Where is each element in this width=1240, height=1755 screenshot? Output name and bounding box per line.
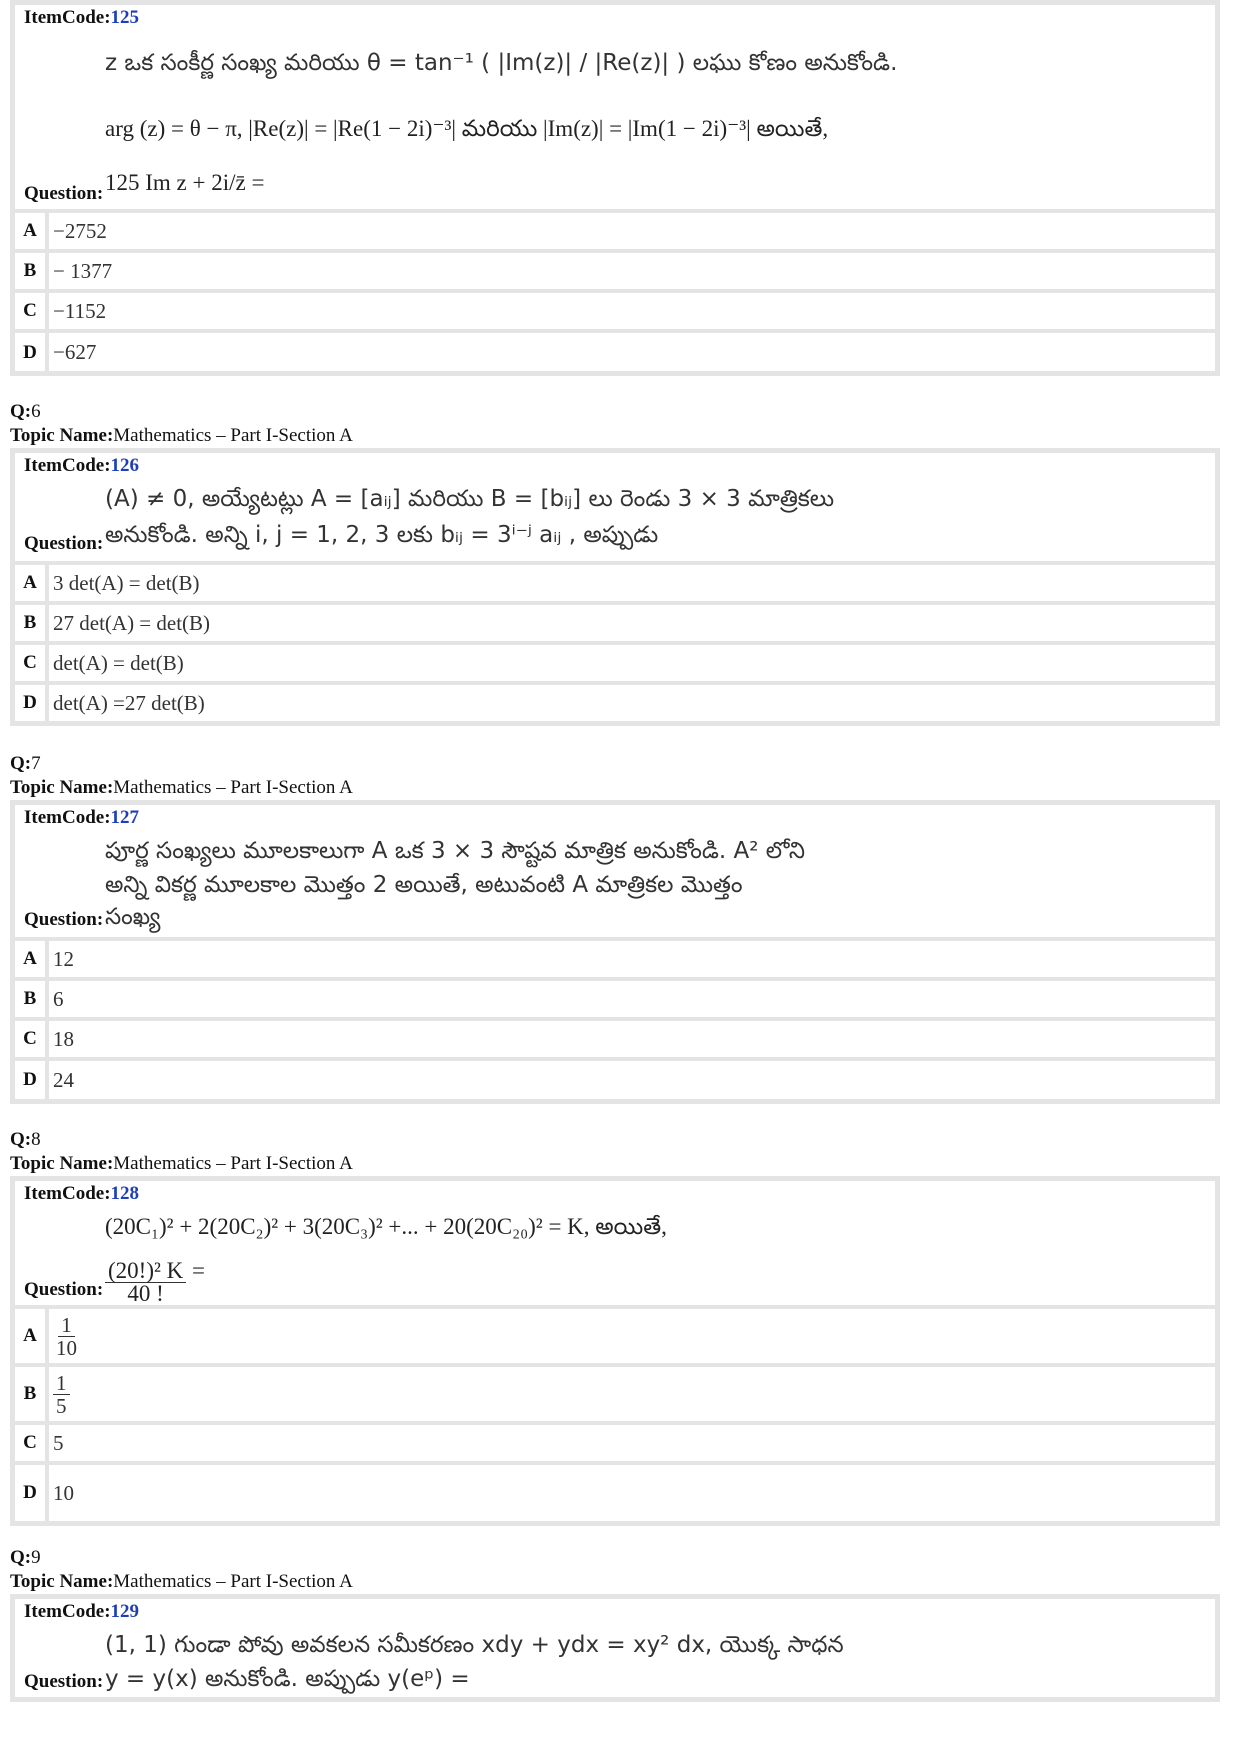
question-fraction: $\frac{\text{(20!)² K}}{40 !}$ = <box>105 1253 205 1305</box>
option-c[interactable] <box>15 289 1215 329</box>
question-line: (20C₁)² + 2(20C₂)² + 3(20C₃)² +... + 20(20C₂₀)² = K, అయితే, <box>105 1214 667 1239</box>
option-value: 5 <box>53 1430 64 1455</box>
question-line: y = y(x) అనుకోండి. అప్పుడు y(eᵖ) = <box>105 1666 470 1692</box>
question-card-128 <box>10 1176 1220 1526</box>
question-label: Question: <box>24 183 104 204</box>
option-value: $\frac{1}{10}$ <box>56 1312 77 1360</box>
question-line: అన్ని వికర్ణ మూలకాల మొత్తం 2 అయితే, అటువంటి A మాత్రికల మొత్తం <box>105 872 743 898</box>
option-b[interactable] <box>15 249 1215 289</box>
topic-name: Topic Name:Mathematics – Part I-Section A <box>10 777 353 798</box>
option-value: −2752 <box>53 218 107 243</box>
question-line: (1, 1) గుండా పోవు అవకలన సమీకరణం xdy + ydx = xy² dx, యొక్క సాధన <box>105 1632 844 1658</box>
option-letter: B <box>15 605 49 641</box>
option-b[interactable] <box>15 977 1215 1017</box>
option-c[interactable] <box>15 1017 1215 1057</box>
topic-name: Topic Name:Mathematics – Part I-Section A <box>10 1571 353 1592</box>
option-value: −627 <box>53 340 97 364</box>
option-letter: A <box>15 565 49 601</box>
option-letter: A <box>15 941 49 977</box>
item-code: ItemCode:125 <box>24 7 140 28</box>
question-card-127 <box>10 800 1220 1104</box>
option-a[interactable] <box>15 1305 1215 1363</box>
option-letter: D <box>15 1465 49 1521</box>
option-d[interactable] <box>15 681 1215 721</box>
question-label: Question: <box>24 1279 104 1300</box>
question-card-129 <box>10 1594 1220 1702</box>
option-value: 6 <box>53 986 64 1011</box>
question-number: Q:8 <box>10 1129 41 1150</box>
option-value: 27 det(A) = det(B) <box>53 610 211 635</box>
option-d[interactable] <box>15 1461 1215 1521</box>
question-line: పూర్ణ సంఖ్యలు మూలకాలుగా A ఒక 3 × 3 సౌష్టవ మాత్రిక అనుకోండి. A² లోని <box>105 838 806 864</box>
option-a[interactable] <box>15 561 1215 601</box>
option-letter: B <box>15 981 49 1017</box>
option-value: $\frac{1}{5}$ <box>53 1367 70 1421</box>
option-b[interactable] <box>15 1363 1215 1421</box>
topic-name: Topic Name:Mathematics – Part I-Section A <box>10 425 353 446</box>
option-c[interactable] <box>15 641 1215 681</box>
option-letter: A <box>15 1309 49 1363</box>
topic-name: Topic Name:Mathematics – Part I-Section A <box>10 1153 353 1174</box>
option-value: 3 det(A) = det(B) <box>53 570 200 595</box>
option-letter: A <box>15 213 49 249</box>
option-value: 12 <box>53 946 74 971</box>
option-letter: C <box>15 1021 49 1057</box>
option-letter: C <box>15 1425 49 1461</box>
option-letter: C <box>15 645 49 681</box>
item-code: ItemCode:128 <box>24 1183 140 1204</box>
option-value: − 1377 <box>53 258 113 283</box>
option-a[interactable] <box>15 937 1215 977</box>
option-value: 10 <box>53 1480 74 1505</box>
question-line: అనుకోండి. అన్ని i, j = 1, 2, 3 లకు bᵢⱼ = 3ⁱ⁻ʲ aᵢⱼ , అప్పుడు <box>105 522 659 548</box>
item-code: ItemCode:129 <box>24 1601 140 1622</box>
option-letter: B <box>15 253 49 289</box>
option-letter: D <box>15 333 49 372</box>
option-value: det(A) =27 det(B) <box>53 690 205 715</box>
question-label: Question: <box>24 1671 104 1692</box>
option-a[interactable] <box>15 209 1215 249</box>
option-c[interactable] <box>15 1421 1215 1461</box>
question-number: Q:7 <box>10 753 41 774</box>
question-line: సంఖ్య <box>105 904 161 930</box>
question-number: Q:6 <box>10 401 41 422</box>
option-value: det(A) = det(B) <box>53 650 184 675</box>
option-value: 24 <box>53 1067 74 1092</box>
question-number: Q:9 <box>10 1547 41 1568</box>
question-card-126 <box>10 448 1220 726</box>
question-line: 125 Im z + 2i/z̄ = <box>105 170 265 195</box>
question-line: z ఒక సంకీర్ణ సంఖ్య మరియు θ = tan⁻¹ ( |Im(z)| / |Re(z)| ) లఘు కోణం అనుకోండి. <box>105 50 898 76</box>
option-b[interactable] <box>15 601 1215 641</box>
option-d[interactable] <box>15 329 1215 372</box>
question-card-125 <box>10 0 1220 376</box>
question-label: Question: <box>24 909 104 930</box>
option-letter: D <box>15 1061 49 1099</box>
item-code: ItemCode:127 <box>24 807 140 828</box>
option-letter: C <box>15 293 49 329</box>
question-line: (A) ≠ 0, అయ్యేటట్లు A = [aᵢⱼ] మరియు B = [bᵢⱼ] లు రెండు 3 × 3 మాత్రికలు <box>105 486 835 512</box>
option-value: −1152 <box>53 298 107 323</box>
item-code: ItemCode:126 <box>24 455 140 476</box>
option-d[interactable] <box>15 1057 1215 1099</box>
question-line: arg (z) = θ − π, |Re(z)| = |Re(1 − 2i)⁻³| మరియు |Im(z)| = |Im(1 − 2i)⁻³| అయితే, <box>105 116 829 141</box>
question-label: Question: <box>24 533 104 554</box>
option-value: 18 <box>53 1026 74 1051</box>
option-letter: D <box>15 685 49 721</box>
option-letter: B <box>15 1367 49 1421</box>
